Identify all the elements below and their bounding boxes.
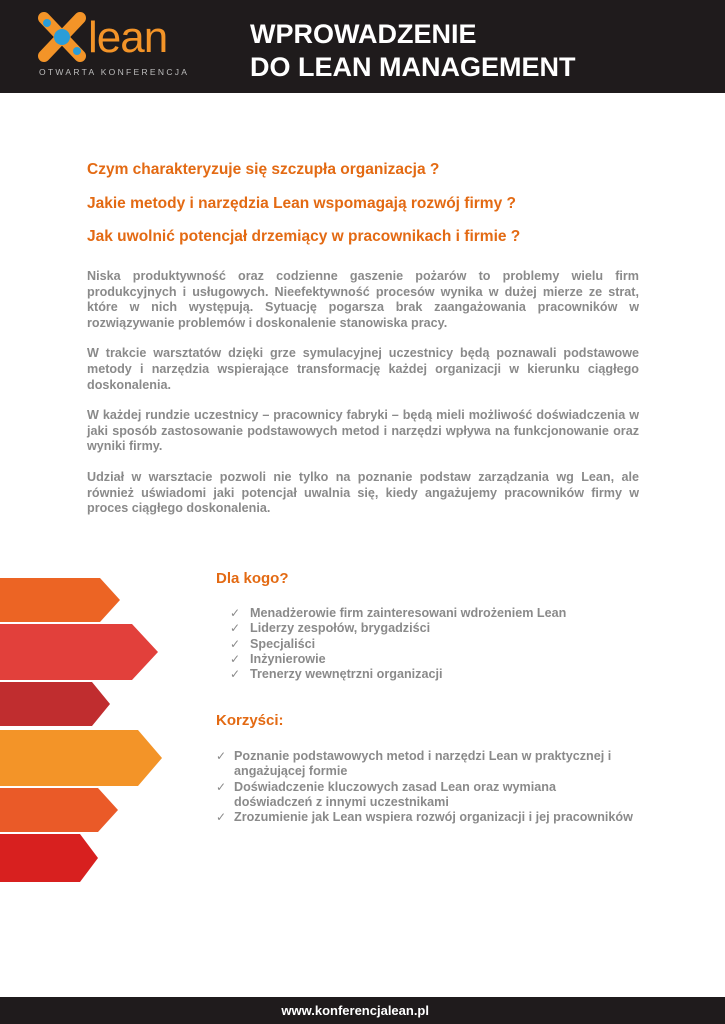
list-item xyxy=(230,637,660,652)
list-item xyxy=(230,667,660,682)
benefits-list xyxy=(216,749,636,825)
list-item xyxy=(230,621,660,636)
check-icon: ✓ xyxy=(230,651,241,666)
questions-block xyxy=(87,160,647,261)
paragraph-2: W trakcie warsztatów dzięki grze symulacyjnej uczestnicy będą poznawali podstawowe metody i narzędzia wspierające transformację każdej organizacji w kierunku ciągłego doskonalenia. xyxy=(87,346,639,392)
paragraph-1: Niska produktywność oraz codzienne gaszenie pożarów to problemy wielu firm produkcyjnych i usługowych. Nieefektywność procesów wynika w dużej mierze ze strat, które w nich występują. Sytuację pogarsza brak zaangażowania pracowników w rozwiązywanie problemów i doskonalenie stanowiska pracy. xyxy=(87,269,639,330)
list-item xyxy=(216,810,636,825)
footer-bar xyxy=(0,997,725,1024)
decorative-arrows xyxy=(0,572,170,892)
benefit-item-label: Zrozumienie jak Lean wspiera rozwój organizacji i jej pracowników xyxy=(234,810,633,825)
description-block xyxy=(87,269,639,532)
question-3: Jak uwolnić potencjał drzemiący w pracownikach i firmie ? xyxy=(87,228,521,245)
check-icon: ✓ xyxy=(230,636,241,651)
arrow-shape-6 xyxy=(0,834,98,882)
header-bar xyxy=(0,0,725,93)
audience-item-label: Trenerzy wewnętrzni organizacji xyxy=(250,667,443,682)
check-icon: ✓ xyxy=(216,810,227,825)
question-1: Czym charakteryzuje się szczupła organizacja ? xyxy=(87,161,440,178)
check-icon: ✓ xyxy=(230,667,241,682)
benefit-item-label: Doświadczenie kluczowych zasad Lean oraz wymiana doświadczeń z innymi uczestnikami xyxy=(234,779,556,809)
logo-subtitle: OTWARTA KONFERENCJA xyxy=(39,67,190,77)
check-icon: ✓ xyxy=(216,779,227,794)
audience-item-label: Inżynierowie xyxy=(250,651,326,666)
arrow-shape-5 xyxy=(0,788,118,832)
list-item xyxy=(216,749,636,780)
check-icon: ✓ xyxy=(230,621,241,636)
lean-logo xyxy=(36,12,190,82)
arrow-shape-1 xyxy=(0,578,120,622)
list-item xyxy=(230,652,660,667)
audience-list xyxy=(230,606,660,682)
audience-item-label: Liderzy zespołów, brygadziści xyxy=(250,621,431,636)
audience-title: Dla kogo? xyxy=(216,570,289,587)
page-title-line-2: DO LEAN MANAGEMENT xyxy=(250,52,576,82)
check-icon: ✓ xyxy=(216,749,227,763)
check-icon: ✓ xyxy=(230,606,241,620)
paragraph-3: W każdej rundzie uczestnicy – pracownicy fabryki – będą mieli możliwość doświadczenia w jaki sposób zastosowanie podstawowych metod i narzędzi wpływa na funkcjonowanie oraz wyniki firmy. xyxy=(87,408,639,454)
page-title xyxy=(250,18,710,84)
audience-item-label: Specjaliści xyxy=(250,636,316,651)
benefit-item-label: Poznanie podstawowych metod i narzędzi Lean w praktycznej i angażującej formie xyxy=(234,749,612,779)
arrow-shape-3 xyxy=(0,682,110,726)
logo-wordmark: lean xyxy=(88,13,168,62)
audience-item-label: Menadżerowie firm zainteresowani wdrożeniem Lean xyxy=(250,606,567,620)
page-title-line-1: WPROWADZENIE xyxy=(250,19,477,49)
arrow-shape-4 xyxy=(0,730,162,786)
lean-x-logo-icon xyxy=(36,12,88,62)
benefits-title: Korzyści: xyxy=(216,712,284,729)
arrow-shape-2 xyxy=(0,624,158,680)
paragraph-4: Udział w warsztacie pozwoli nie tylko na poznanie podstaw zarządzania wg Lean, ale również uświadomi jaki potencjał uwalnia się, kiedy angażujemy pracowników firmy w proces ciągłego doskonalenia. xyxy=(87,469,639,516)
question-2: Jakie metody i narzędzia Lean wspomagają rozwój firmy ? xyxy=(87,194,516,212)
list-item xyxy=(216,780,636,811)
footer-url[interactable]: www.konferencjalean.pl xyxy=(281,1003,429,1018)
list-item xyxy=(230,606,660,621)
